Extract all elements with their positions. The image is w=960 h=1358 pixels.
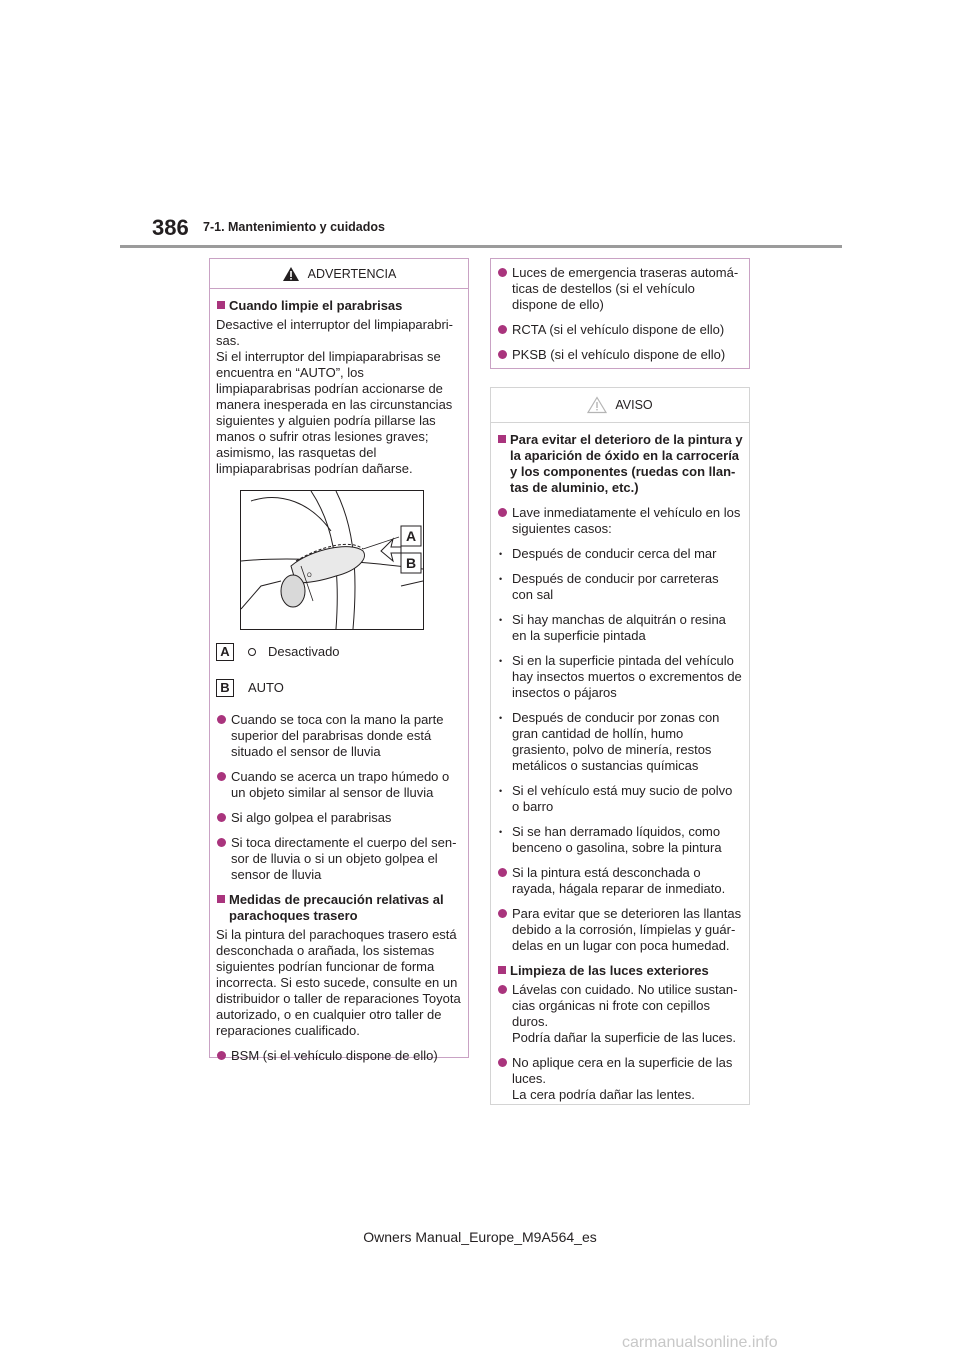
list-item: • Si se han derramado líquidos, como benceno o gasolina, sobre la pintura (497, 824, 743, 856)
figure-label-b: B (406, 555, 417, 571)
header-rule (120, 245, 842, 248)
caution-triangle-icon (587, 396, 607, 414)
warning-header (210, 259, 468, 289)
wiper-heading: Cuando limpie el parabrisas (216, 298, 462, 314)
figure-label-a: A (406, 528, 417, 544)
notice-box (490, 387, 750, 1105)
watermark: carmanualsonline.info (622, 1334, 778, 1351)
wiper-off-icon (248, 648, 256, 656)
warning-triangle-icon (282, 266, 300, 282)
list-item-note: Podría dañar la superficie de las luces. (512, 1030, 737, 1045)
warning-box (209, 258, 469, 1063)
legend-b-key: B (216, 679, 234, 697)
list-item: • Si hay manchas de alquitrán o resina en la superficie pintada (497, 612, 743, 644)
list-item: No aplique cera en la superficie de las luces. (497, 1055, 743, 1087)
list-item: Luces de emergencia traseras automá-ticas de destellos (si el vehículo dispone de ello) (497, 265, 743, 313)
list-item: Cuando se acerca un trapo húmedo o un objeto similar al sensor de lluvia (216, 769, 462, 801)
list-item: RCTA (si el vehículo dispone de ello) (497, 322, 743, 338)
list-item: • Después de conducir por carreteras con sal (497, 571, 743, 603)
list-item: PKSB (si el vehículo dispone de ello) (497, 347, 743, 363)
wiper-explanation: Si el interruptor del limpiaparabrisas se encuentra en “AUTO”, los limpiaparabrisas podrían accionarse de manera inesperada en las circunstancias siguientes y alguien podría pillarse las manos o sufrir otras lesiones graves; asimismo, las rasquetas del limpiaparabrisas podrían dañarse. (216, 349, 453, 476)
section-title: 7-1. Mantenimiento y cuidados (203, 220, 385, 234)
list-item: Lave inmediatamente el vehículo en los siguientes casos: (497, 505, 743, 537)
legend-a-key: A (216, 643, 234, 661)
list-item: • Después de conducir cerca del mar (497, 546, 743, 562)
bumper-paragraph: Si la pintura del parachoques trasero está desconchada o arañada, los sistemas siguientes podrían funcionar de forma incorrecta. Si esto sucede, consulte en un distribuidor o taller de reparaciones Toyota autorizado, o en cualquier otro taller de reparaciones cualificado. (216, 927, 461, 1038)
notice-title: AVISO (615, 398, 653, 412)
list-item: • Después de conducir por zonas con gran cantidad de hollín, humo grasiento, polvo de minería, restos metálicos o sustancias químicas (497, 710, 743, 774)
legend-b-text: AUTO (248, 680, 284, 695)
lights-heading: Limpieza de las luces exteriores (497, 963, 743, 979)
bumper-heading: Medidas de precaución relativas al parachoques trasero (216, 892, 462, 924)
list-item: Si toca directamente el cuerpo del sen-sor de lluvia o si un objeto golpea el sensor de lluvia (216, 835, 462, 883)
list-item: Si la pintura está desconchada o rayada, hágala reparar de inmediato. (497, 865, 743, 897)
wiper-instruction: Desactive el interruptor del limpiaparabri-sas. (216, 317, 453, 348)
list-item: • Si el vehículo está muy sucio de polvo o barro (497, 783, 743, 815)
footer-text: Owners Manual_Europe_M9A564_es (363, 1229, 597, 1245)
wiper-lever-illustration (241, 491, 423, 629)
legend-a-text: Desactivado (268, 644, 340, 659)
list-item: Cuando se toca con la mano la parte superior del parabrisas donde está situado el sensor de lluvia (216, 712, 462, 760)
warning-title: ADVERTENCIA (307, 266, 397, 281)
warning-continuation-box (490, 258, 750, 369)
paint-heading: Para evitar el deterioro de la pintura y la aparición de óxido en la carrocería y los componentes (ruedas con llan-tas de aluminio, etc.) (497, 432, 743, 496)
list-item: Para evitar que se deterioren las llantas debido a la corrosión, límpielas y guár-delas en un lugar con poca humedad. (497, 906, 743, 954)
legend-a (216, 642, 462, 662)
list-item-note: La cera podría dañar las lentes. (512, 1087, 695, 1102)
svg-text:O: O (307, 573, 312, 579)
wiper-switch-figure (240, 490, 424, 630)
list-item: • Si en la superficie pintada del vehículo hay insectos muertos o excrementos de insectos o pájaros (497, 653, 743, 701)
list-item: BSM (si el vehículo dispone de ello) (216, 1048, 462, 1064)
notice-header (491, 388, 749, 423)
legend-b (216, 678, 462, 698)
list-item: Si algo golpea el parabrisas (216, 810, 462, 826)
list-item: Lávelas con cuidado. No utilice sustan-cias orgánicas ni frote con cepillos duros. (497, 982, 743, 1030)
page-number: 386 (152, 215, 189, 240)
